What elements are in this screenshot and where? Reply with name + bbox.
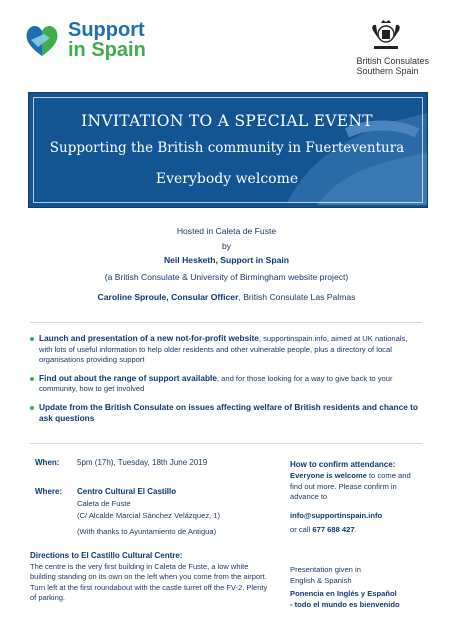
language-line2: English & Spanish <box>290 575 352 585</box>
host-project: (a British Consulate & University of Birmingham website project) <box>104 272 349 282</box>
agenda-list <box>30 333 420 432</box>
language-es1: Ponencia en Inglés y Español <box>290 589 397 598</box>
divider-top <box>30 322 422 323</box>
host-location: Hosted in Caleta de Fuste <box>176 226 277 236</box>
when-value: 5pm (17h), Tuesday, 18th June 2019 <box>77 458 208 467</box>
logo-line2: in Spain <box>68 39 146 61</box>
language-info <box>290 565 430 610</box>
confirm-attendance <box>290 460 420 536</box>
agenda-item: Launch and presentation of a new not-for-profit website, supportinspain.info, aimed at UK nationals, with lots of useful information to help older residents and other vulnerable people, plus a directory of local organisations providing support <box>30 333 420 366</box>
divider-middle <box>30 443 422 444</box>
heart-hands-icon <box>22 20 62 60</box>
agenda-item: Update from the British Consulate on issues affecting welfare of British residents and chance to ask questions <box>30 402 420 425</box>
host-by: by <box>221 241 232 251</box>
royal-crest-icon <box>366 18 406 54</box>
language-line1: Presentation given in <box>290 565 361 574</box>
event-subtitle: Supporting the British community in Fuerteventura <box>49 140 405 156</box>
confirm-heading: How to confirm attendance: <box>290 460 396 469</box>
support-in-spain-logo <box>22 20 146 60</box>
british-consulate-logo <box>356 18 429 76</box>
directions-text: The centre is the very first building in Caleta de Fuste, a low white building standing on its own on the left when you come from the airport. Turn left at the first roundabout with the castle turret off the FV-2. Plenty of parking. <box>30 561 268 602</box>
logo-line1: Support <box>68 19 145 41</box>
where-address: (C/ Alcalde Marcial Sánchez Velázquez, 1) <box>77 511 221 520</box>
consulate-line2: Southern Spain <box>356 66 419 76</box>
where-town: Caleta de Fuste <box>77 499 131 508</box>
where-thanks: (With thanks to Ayuntamiento de Antigua) <box>77 527 217 536</box>
event-title: INVITATION TO A SPECIAL EVENT <box>81 112 373 130</box>
directions <box>30 551 270 604</box>
where-label: Where: <box>35 487 63 496</box>
when-label: When: <box>35 458 60 467</box>
event-tagline: Everybody welcome <box>155 171 299 187</box>
agenda-item: Find out about the range of support available, and for those looking for a way to give back to your community, how to get involved <box>30 373 420 395</box>
confirm-phone: or call 677 688 427. <box>290 524 357 534</box>
consulate-line1: British Consulates <box>356 56 429 66</box>
language-es2: - todo el mundo es bienvenido <box>290 599 400 609</box>
where-venue: Centro Cultural El Castillo <box>77 487 177 496</box>
host-officer: Caroline Sproule, Consular Officer, British Consulate Las Palmas <box>97 292 356 302</box>
host-name: Neil Hesketh, Support in Spain <box>163 255 290 265</box>
confirm-text: Everyone is welcome to come and find out more. Please confirm in advance to <box>290 470 411 502</box>
confirm-email-link[interactable]: info@supportinspain.info <box>290 511 383 521</box>
directions-heading: Directions to El Castillo Cultural Centre: <box>30 551 183 560</box>
